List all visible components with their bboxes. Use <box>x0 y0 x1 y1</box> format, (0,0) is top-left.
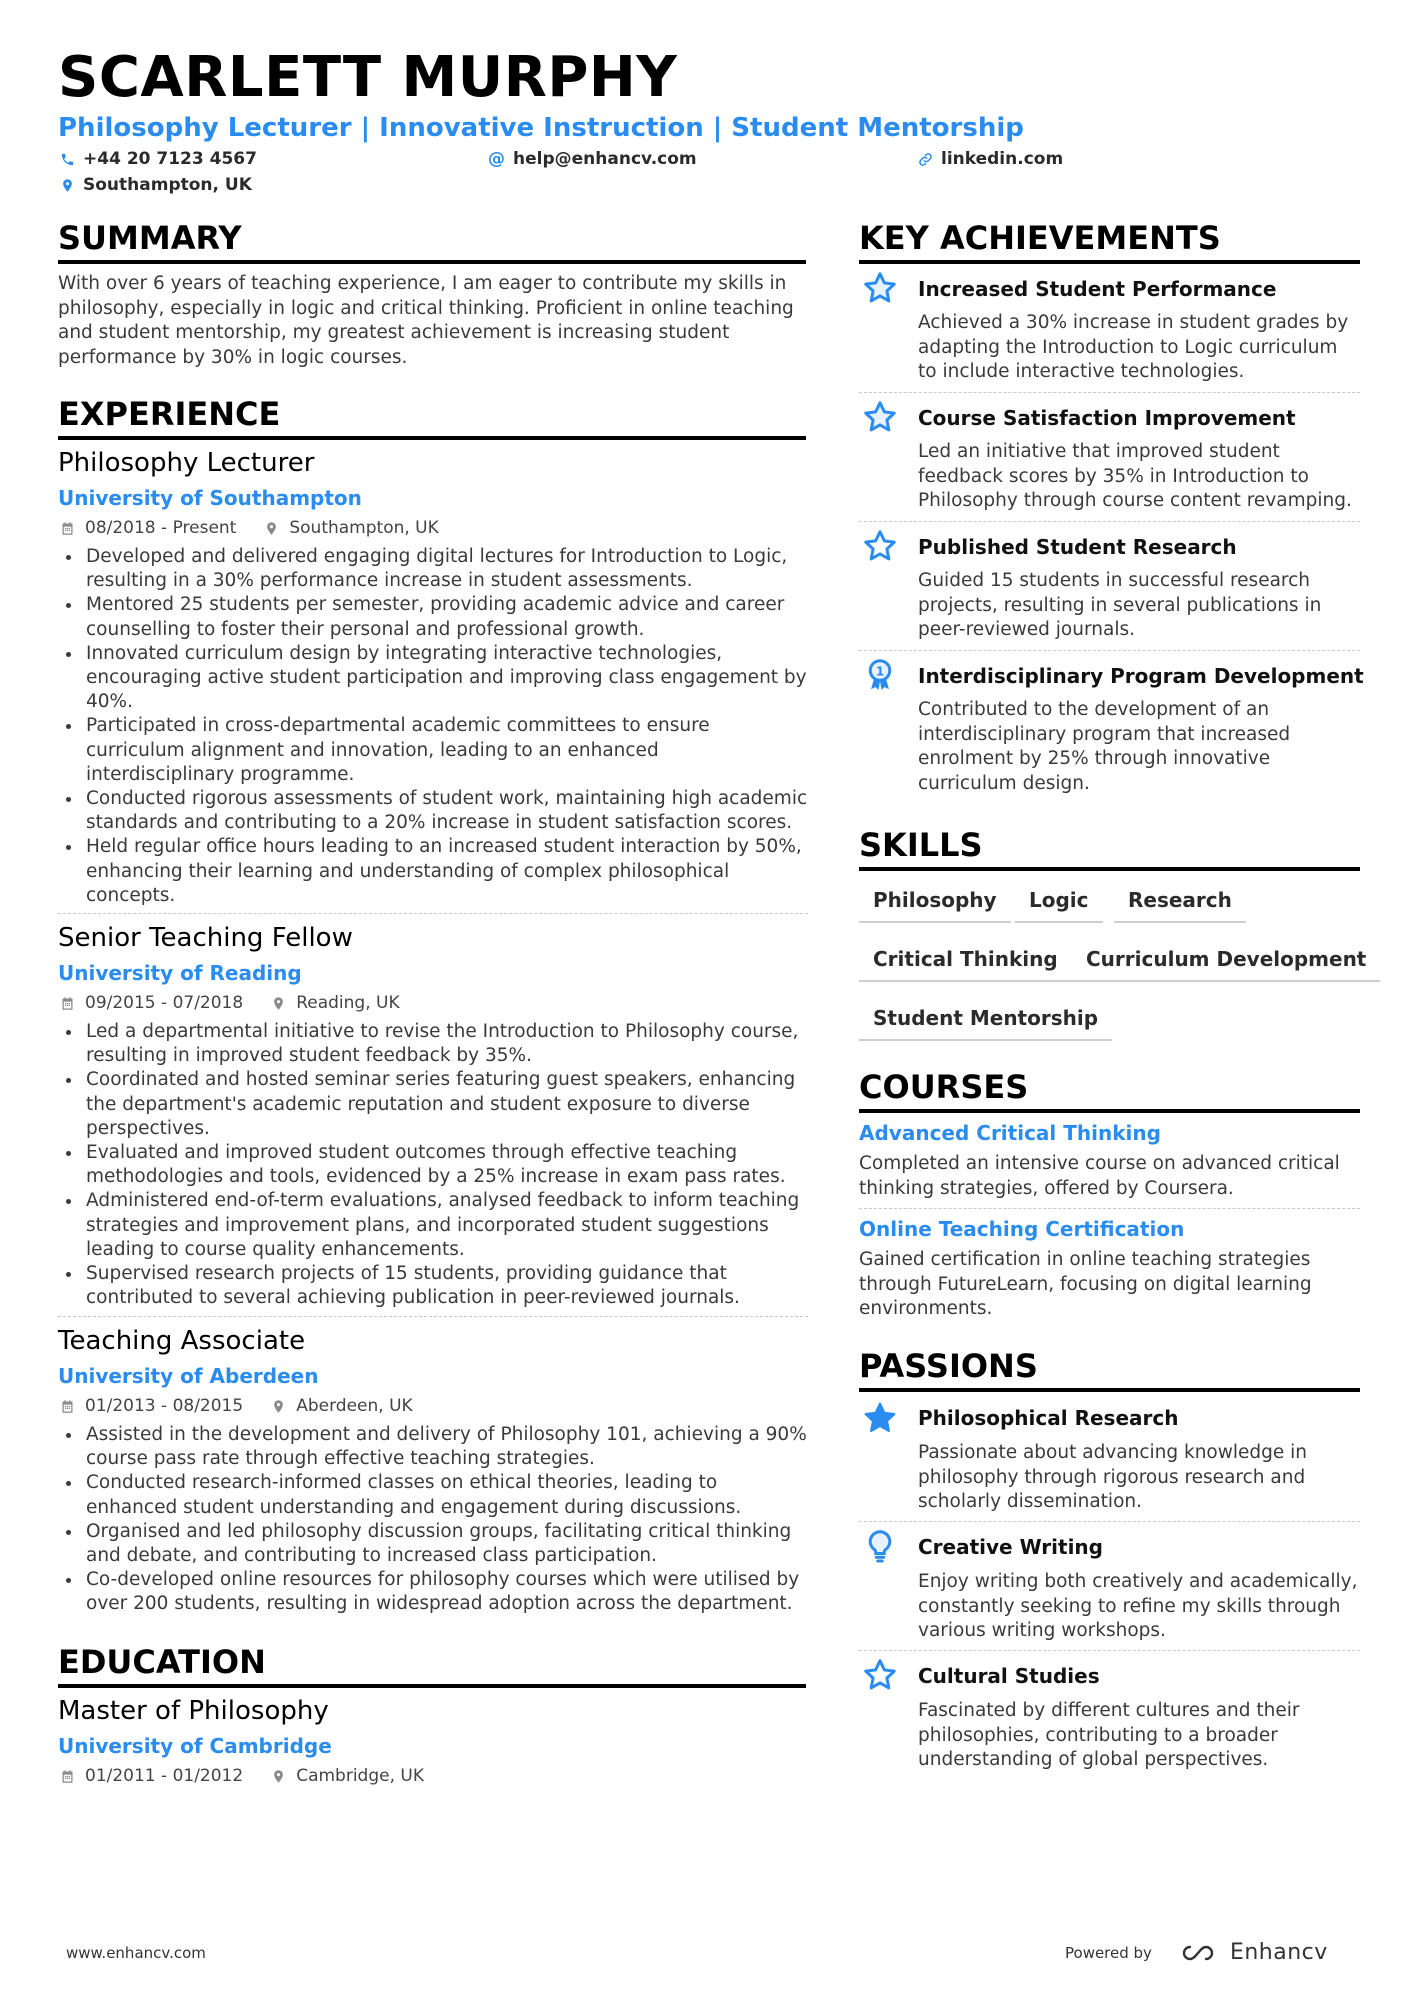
award-icon <box>862 657 898 693</box>
location-pin-icon <box>271 1769 286 1784</box>
website-link[interactable]: www.enhancv.com <box>66 1944 206 1962</box>
education-dates: 01/2011 - 01/2012 <box>60 1765 243 1787</box>
education-heading: EDUCATION <box>58 1642 806 1688</box>
email-text: help@enhancv.com <box>513 149 697 169</box>
passion-title: Cultural Studies <box>918 1664 1100 1688</box>
bullet-item: Organised and led philosophy discussion groups, facilitating critical thinking and debate, and contributing to increased class participation. <box>58 1520 810 1568</box>
job-meta <box>60 1395 441 1417</box>
passion-text: Passionate about advancing knowledge in philosophy through rigorous research and scholarly dissemination. <box>918 1442 1308 1512</box>
powered-by-label: Powered by <box>1065 1943 1152 1962</box>
bullet-item: Assisted in the development and delivery of Philosophy 101, achieving a 90% course pass rate through effective teaching strategies. <box>58 1423 810 1471</box>
bullet-item: Evaluated and improved student outcomes through effective teaching methodologies and tools, evidenced by a 25% increase in exam pass rates. <box>58 1141 810 1189</box>
job-bullets <box>58 1423 810 1617</box>
phone-text: +44 20 7123 4567 <box>83 149 257 169</box>
skill-tag: Research <box>1114 887 1246 923</box>
achievement-title: Published Student Research <box>918 535 1237 559</box>
job-bullets <box>58 545 810 908</box>
enhancv-logo-icon <box>1176 1942 1220 1964</box>
job-dates: 09/2015 - 07/2018 <box>60 992 243 1014</box>
powered-by <box>1065 1940 1328 1965</box>
phone-icon <box>60 152 75 167</box>
job-dates: 08/2018 - Present <box>60 517 236 539</box>
divider <box>859 1521 1360 1522</box>
job-meta <box>60 517 467 539</box>
calendar-icon <box>60 996 75 1011</box>
job-title: Senior Teaching Fellow <box>58 923 353 953</box>
star-outline-icon <box>862 528 898 564</box>
brand-name: Enhancv <box>1229 1940 1328 1965</box>
location-pin-icon <box>264 521 279 536</box>
tagline: Philosophy Lecturer | Innovative Instruction | Student Mentorship <box>58 113 1024 143</box>
bullet-item: Coordinated and hosted seminar series featuring guest speakers, enhancing the department's academic reputation and student exposure to diverse perspectives. <box>58 1068 810 1141</box>
location-pin-icon <box>271 1399 286 1414</box>
course-title: Advanced Critical Thinking <box>859 1121 1161 1145</box>
divider <box>859 1208 1360 1209</box>
degree-title: Master of Philosophy <box>58 1696 329 1726</box>
candidate-name: SCARLETT MURPHY <box>58 45 678 110</box>
job-bullets <box>58 1020 810 1310</box>
star-outline-icon <box>862 399 898 435</box>
star-filled-icon <box>862 1400 898 1436</box>
achievement-text: Achieved a 30% increase in student grades by adapting the Introduction to Logic curriculum to include interactive technologies. <box>918 312 1349 382</box>
passion-text: Enjoy writing both creatively and academically, constantly seeking to refine my skills through various writing workshops. <box>918 1571 1358 1641</box>
passion-title: Creative Writing <box>918 1535 1103 1559</box>
bullet-item: Led a departmental initiative to revise the Introduction to Philosophy course, resulting in improved student feedback by 35%. <box>58 1020 810 1068</box>
bullet-item: Developed and delivered engaging digital lectures for Introduction to Logic, resulting in a 30% performance increase in student assessments. <box>58 545 810 593</box>
achievement-title: Course Satisfaction Improvement <box>918 406 1296 430</box>
star-outline-icon <box>862 1657 898 1693</box>
location-text: Southampton, UK <box>83 175 252 195</box>
job-title: Philosophy Lecturer <box>58 448 315 478</box>
svg-text:1: 1 <box>875 664 885 679</box>
passions-heading: PASSIONS <box>859 1346 1360 1392</box>
achievement-title: Increased Student Performance <box>918 277 1277 301</box>
education-meta <box>60 1765 452 1787</box>
passion-text: Fascinated by different cultures and their philosophies, contributing to a broader understanding of global perspectives. <box>918 1700 1300 1770</box>
link-icon <box>918 152 933 167</box>
calendar-icon <box>60 521 75 536</box>
school-name: University of Cambridge <box>58 1734 332 1758</box>
job-title: Teaching Associate <box>58 1326 306 1356</box>
course-title: Online Teaching Certification <box>859 1217 1185 1241</box>
divider <box>58 913 808 914</box>
divider <box>859 1650 1360 1651</box>
skill-tag: Critical Thinking <box>859 946 1072 982</box>
job-location: Aberdeen, UK <box>271 1395 412 1417</box>
skills-heading: SKILLS <box>859 825 1360 871</box>
bullet-item: Conducted research-informed classes on ethical theories, leading to enhanced student understanding and engagement during discussions. <box>58 1471 810 1519</box>
company-name: University of Aberdeen <box>58 1364 319 1388</box>
company-name: University of Southampton <box>58 486 362 510</box>
skill-tag: Student Mentorship <box>859 1005 1112 1041</box>
achievement-text: Guided 15 students in successful research projects, resulting in several publications in peer-reviewed journals. <box>918 570 1322 640</box>
course-text: Gained certification in online teaching strategies through FutureLearn, focusing on digital learning environments. <box>859 1249 1312 1319</box>
divider <box>859 521 1360 522</box>
location-pin-icon <box>271 996 286 1011</box>
brand-logo[interactable] <box>1176 1940 1328 1965</box>
bullet-item: Conducted rigorous assessments of student work, maintaining high academic standards and contributing to a 20% increase in student satisfaction scores. <box>58 787 810 835</box>
bullet-item: Held regular office hours leading to an increased student interaction by 50%, enhancing their learning and understanding of complex philosophical concepts. <box>58 835 810 908</box>
bullet-item: Administered end-of-term evaluations, analysed feedback to inform teaching strategies and improvement plans, and incorporated student suggestions leading to course quality enhancements. <box>58 1189 810 1262</box>
calendar-icon <box>60 1399 75 1414</box>
achievement-text: Led an initiative that improved student feedback scores by 35% in Introduction to Philosophy through course content revamping. <box>918 441 1352 511</box>
bullet-item: Mentored 25 students per semester, providing academic advice and career counselling to foster their personal and professional growth. <box>58 593 810 641</box>
divider <box>859 650 1360 651</box>
achievement-title: Interdisciplinary Program Development <box>918 664 1364 688</box>
passion-title: Philosophical Research <box>918 1406 1179 1430</box>
job-location: Southampton, UK <box>264 517 438 539</box>
achievement-text: Contributed to the development of an interdisciplinary program that increased enrolment by 25% through innovative curriculum design. <box>918 699 1291 794</box>
star-outline-icon <box>862 270 898 306</box>
job-location: Reading, UK <box>271 992 399 1014</box>
experience-heading: EXPERIENCE <box>58 394 806 440</box>
location-contact <box>60 174 252 196</box>
phone-contact <box>60 148 257 170</box>
job-dates: 01/2013 - 08/2015 <box>60 1395 243 1417</box>
skill-tag: Philosophy <box>859 887 1011 923</box>
linkedin-contact[interactable] <box>918 148 1063 170</box>
company-name: University of Reading <box>58 961 302 985</box>
at-icon: @ <box>488 149 505 169</box>
achievements-heading: KEY ACHIEVEMENTS <box>859 218 1360 264</box>
divider <box>58 1316 808 1317</box>
courses-heading: COURSES <box>859 1067 1360 1113</box>
skill-tag: Logic <box>1015 887 1103 923</box>
bullet-item: Co-developed online resources for philosophy courses which were utilised by over 200 students, resulting in widespread adoption across the department. <box>58 1568 810 1616</box>
job-meta <box>60 992 428 1014</box>
bullet-item: Participated in cross-departmental academic committees to ensure curriculum alignment and innovation, leading to an enhanced interdisciplinary programme. <box>58 714 810 787</box>
summary-heading: SUMMARY <box>58 218 806 264</box>
education-location: Cambridge, UK <box>271 1765 424 1787</box>
linkedin-text: linkedin.com <box>941 149 1064 169</box>
summary-text: With over 6 years of teaching experience, I am eager to contribute my skills in philosophy, especially in logic and critical thinking. Proficient in online teaching and student mentorship, my greatest achievement is increasing student performance by 30% in logic courses. <box>58 273 794 368</box>
course-text: Completed an intensive course on advanced critical thinking strategies, offered by Coursera. <box>859 1153 1340 1199</box>
location-pin-icon <box>60 178 75 193</box>
bullet-item: Innovated curriculum design by integrating interactive technologies, encouraging active student participation and improving class engagement by 40%. <box>58 642 810 715</box>
email-contact[interactable] <box>488 148 697 170</box>
calendar-icon <box>60 1769 75 1784</box>
lightbulb-icon <box>862 1528 898 1564</box>
divider <box>859 392 1360 393</box>
bullet-item: Supervised research projects of 15 students, providing guidance that contributed to several achieving publication in peer-reviewed journals. <box>58 1262 810 1310</box>
skill-tag: Curriculum Development <box>1072 946 1380 982</box>
